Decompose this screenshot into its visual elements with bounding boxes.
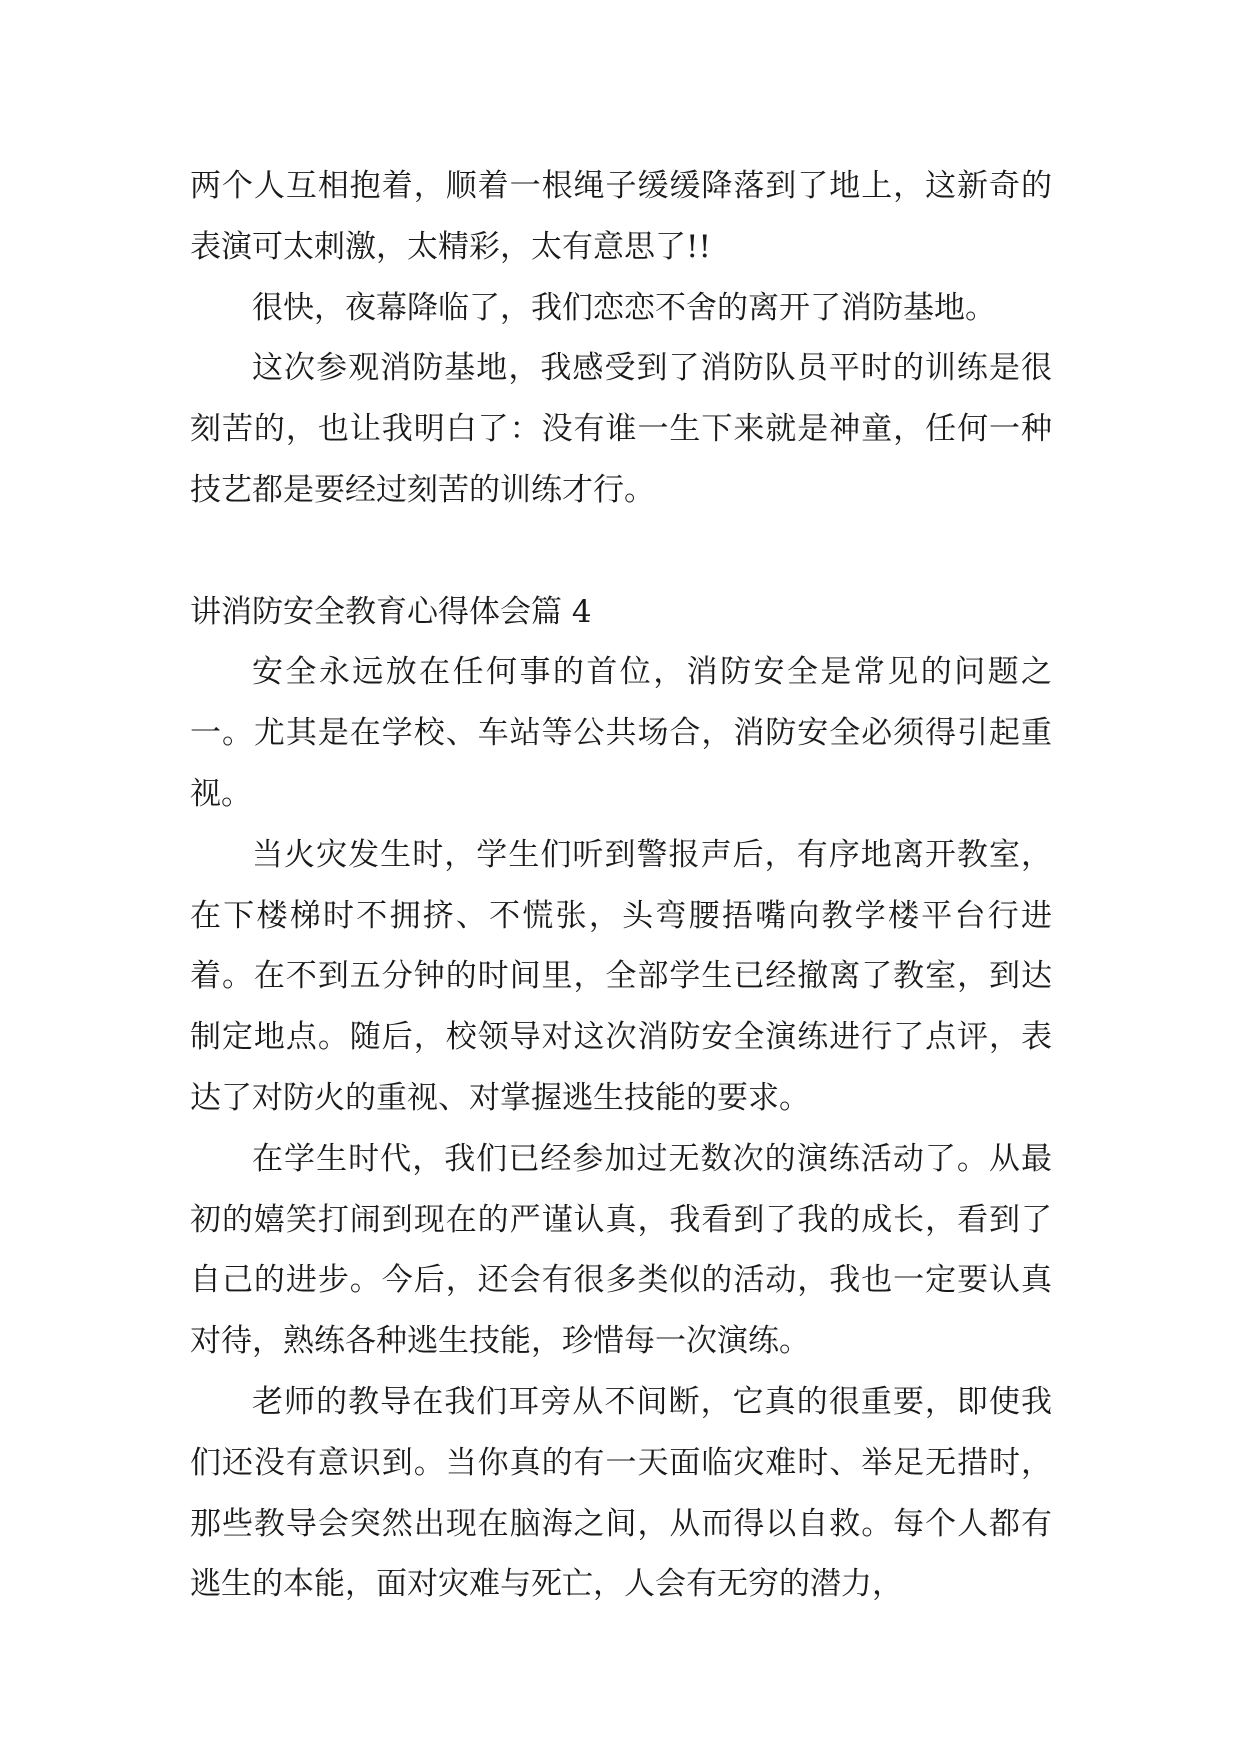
paragraph: 当火灾发生时，学生们听到警报声后，有序地离开教室，在下楼梯时不拥挤、不慌张，头弯腰捂嘴向教学楼平台行进着。在不到五分钟的时间里，全部学生已经撤离了教室，到达制定地点。随后，校领导对这次消防安全演练进行了点评，表达了对防火的重视、对掌握逃生技能的要求。 xyxy=(190,836,1052,1116)
paragraph: 安全永远放在任何事的首位，消防安全是常见的问题之一。尤其是在学校、车站等公共场合，消防安全必须得引起重视。 xyxy=(190,654,1052,812)
paragraph: 老师的教导在我们耳旁从不间断，它真的很重要，即使我们还没有意识到。当你真的有一天面临灾难时、举足无措时，那些教导会突然出现在脑海之间，从而得以自救。每个人都有逃生的本能，面对灾难与死亡，人会有无穷的潜力， xyxy=(190,1383,1052,1603)
paragraph: 两个人互相抱着，顺着一根绳子缓缓降落到了地上，这新奇的表演可太刺激，太精彩，太有意思了!! xyxy=(190,168,1052,265)
paragraph: 这次参观消防基地，我感受到了消防队员平时的训练是很刻苦的，也让我明白了：没有谁一生下来就是神童，任何一种技艺都是要经过刻苦的训练才行。 xyxy=(190,350,1052,508)
document-body xyxy=(190,156,1052,1615)
paragraph: 在学生时代，我们已经参加过无数次的演练活动了。从最初的嬉笑打闹到现在的严谨认真，我看到了我的成长，看到了自己的进步。今后，还会有很多类似的活动，我也一定要认真对待，熟练各种逃生技能，珍惜每一次演练。 xyxy=(190,1140,1052,1360)
paragraph: 很快，夜幕降临了，我们恋恋不舍的离开了消防基地。 xyxy=(252,289,996,326)
section-title: 讲消防安全教育心得体会篇 4 xyxy=(190,593,592,630)
